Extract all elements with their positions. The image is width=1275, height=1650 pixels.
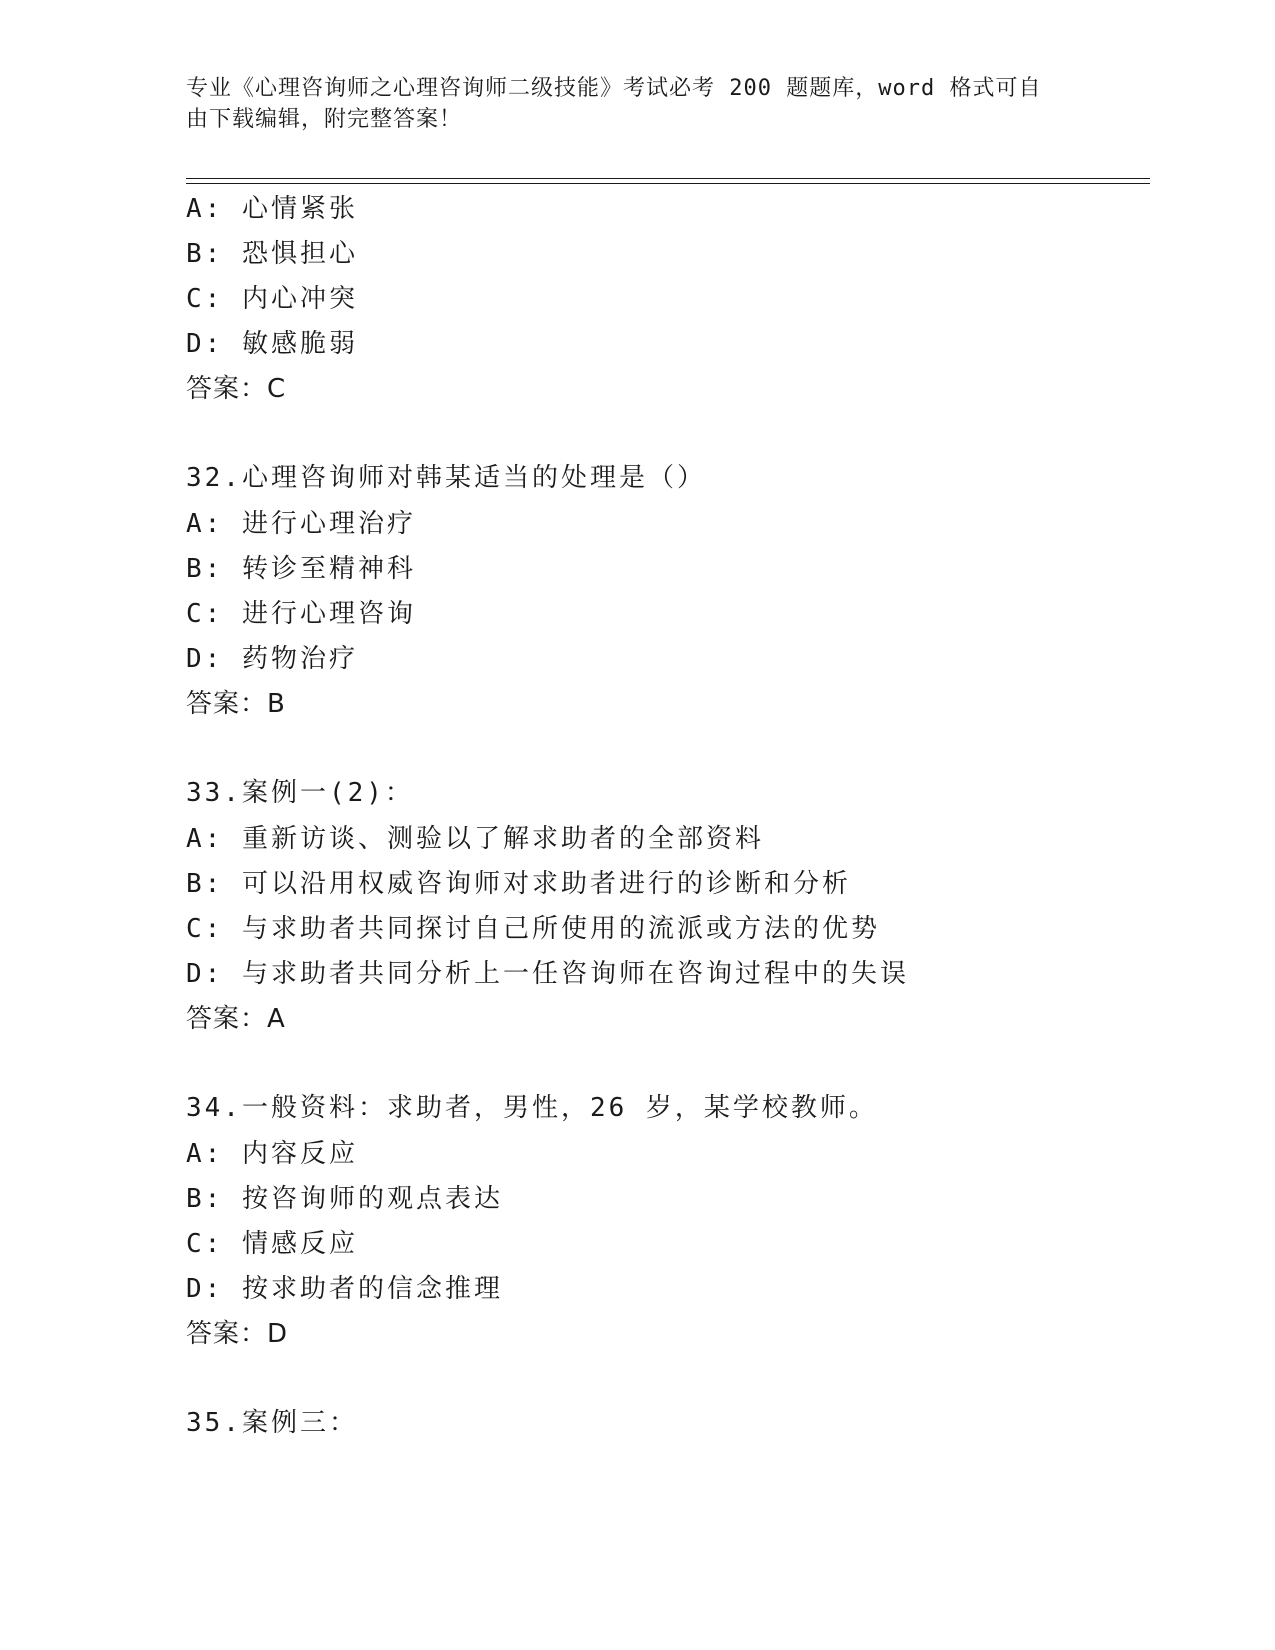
q31-option-a: A: 心情紧张 [186, 194, 358, 224]
q34-option-a: A: 内容反应 [186, 1139, 358, 1169]
q33-option-c: C: 与求助者共同探讨自己所使用的流派或方法的优势 [186, 914, 880, 944]
q31-answer: 答案：C [186, 374, 287, 404]
q34-stem: 34.一般资料：求助者，男性，26 岁，某学校教师。 [186, 1093, 878, 1123]
header-line-2: 由下载编辑，附完整答案！ [186, 107, 463, 132]
q34-option-d: D: 按求助者的信念推理 [186, 1274, 503, 1304]
q34-option-b: B: 按咨询师的观点表达 [186, 1184, 503, 1214]
q33-answer: 答案：A [186, 1004, 286, 1034]
document-header [186, 73, 1066, 135]
q33-stem: 33.案例一(2)： [186, 778, 414, 808]
header-line-1: 专业《心理咨询师之心理咨询师二级技能》考试必考 200 题题库，word 格式可自 [186, 76, 1042, 101]
header-divider-bottom [186, 183, 1150, 184]
q32-option-a: A: 进行心理治疗 [186, 509, 416, 539]
q33-option-a: A: 重新访谈、测验以了解求助者的全部资料 [186, 824, 764, 854]
q35-stem: 35.案例三： [186, 1408, 358, 1438]
q33-option-d: D: 与求助者共同分析上一任咨询师在咨询过程中的失误 [186, 959, 909, 989]
q32-option-c: C: 进行心理咨询 [186, 599, 416, 629]
q32-option-d: D: 药物治疗 [186, 644, 358, 674]
q33-option-b: B: 可以沿用权威咨询师对求助者进行的诊断和分析 [186, 869, 851, 899]
q31-option-d: D: 敏感脆弱 [186, 329, 358, 359]
q32-stem: 32.心理咨询师对韩某适当的处理是（） [186, 463, 706, 493]
q31-option-b: B: 恐惧担心 [186, 239, 358, 269]
header-divider-top [186, 178, 1150, 179]
q34-option-c: C: 情感反应 [186, 1229, 358, 1259]
q34-answer: 答案：D [186, 1319, 289, 1349]
q32-option-b: B: 转诊至精神科 [186, 554, 416, 584]
q31-option-c: C: 内心冲突 [186, 284, 358, 314]
q32-answer: 答案：B [186, 689, 286, 719]
